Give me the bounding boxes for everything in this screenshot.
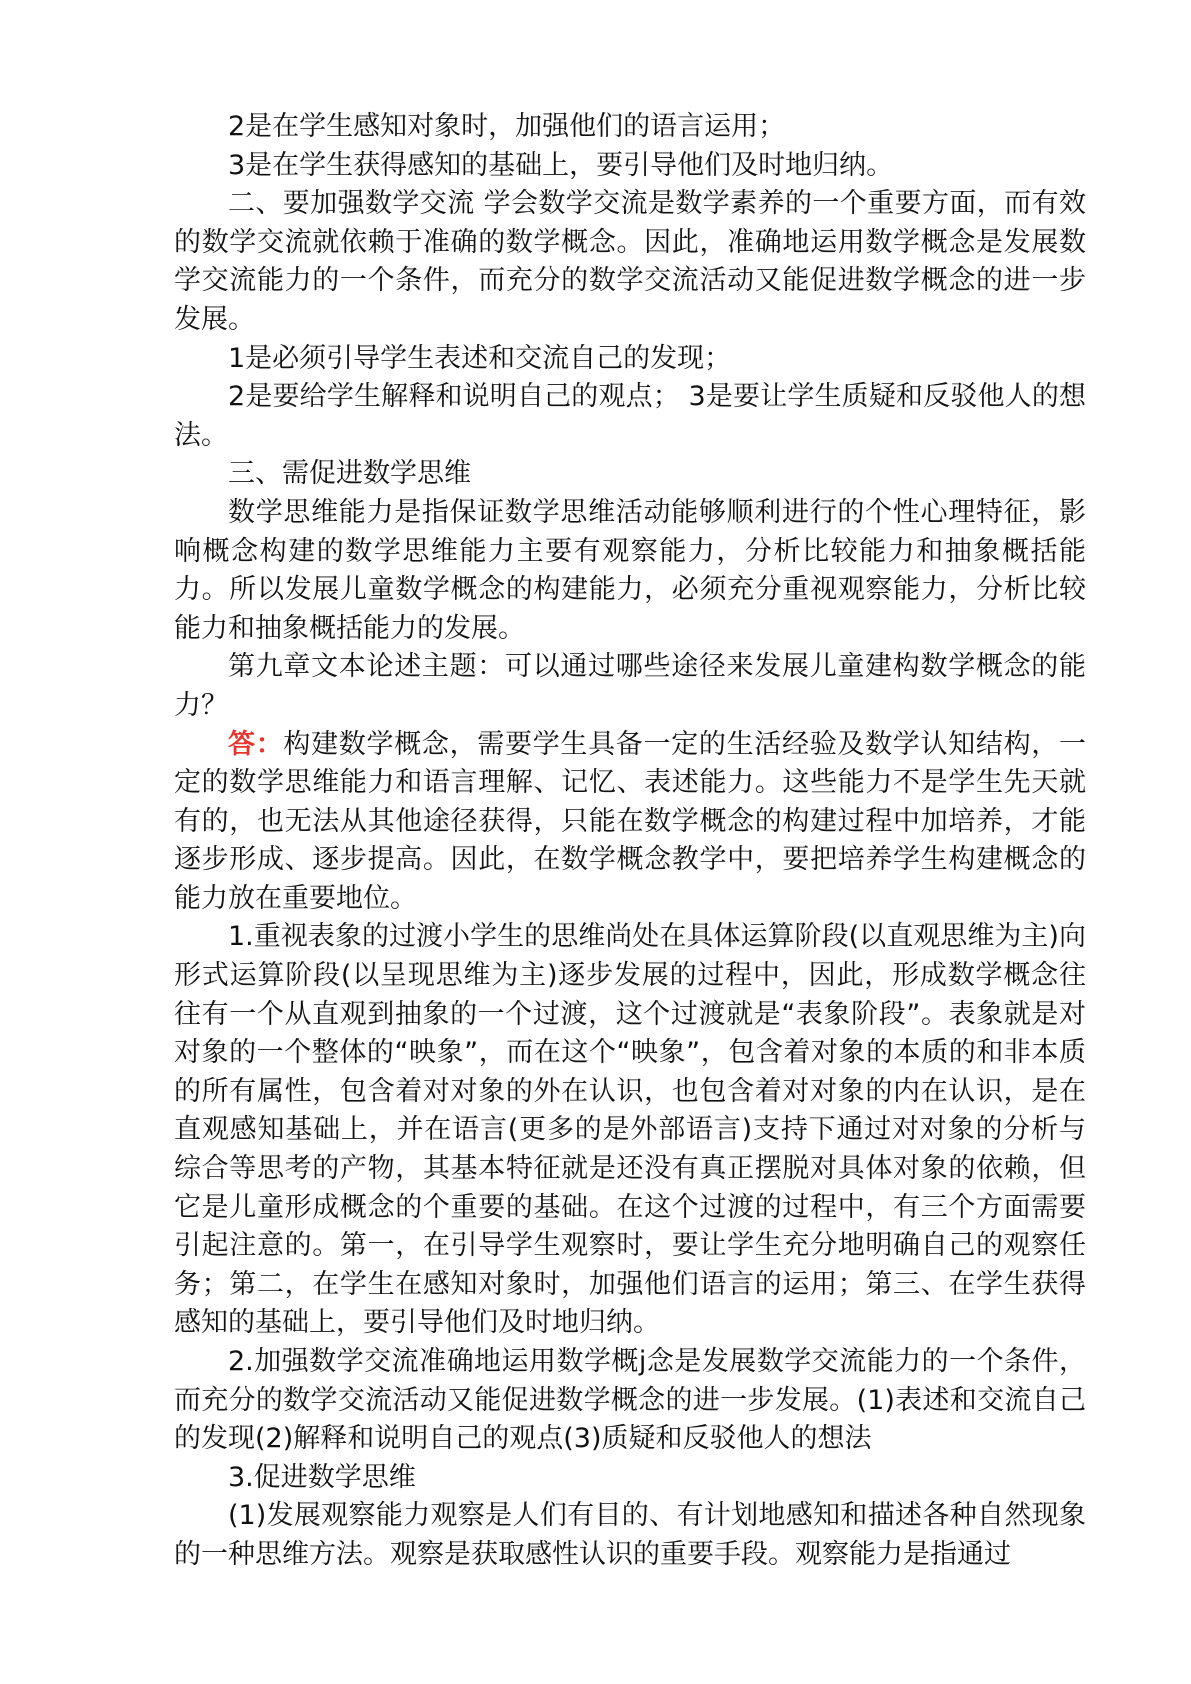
paragraph-explain-and-question: 2是要给学生解释和说明自己的观点； 3是要让学生质疑和反驳他人的想法。	[174, 381, 1086, 451]
answer-label: 答：	[228, 728, 284, 760]
paragraph-observation-ability: (1)发展观察能力观察是人们有目的、有计划地感知和描述各种自然现象的一种思维方法。观察是获取感性认识的重要手段。观察能力是指通过	[174, 1500, 1086, 1570]
paragraph-timely-summary: 3是在学生获得感知的基础上，要引导他们及时地归纳。	[228, 149, 894, 181]
answer-text: 构建数学概念，需要学生具备一定的生活经验及数学认知结构，一定的数学思维能力和语言理解、记忆、表述能力。这些能力不是学生先天就有的，也无法从其他途径获得，只能在数学概念的构建过程中加培养，才能逐步形成、逐步提高。因此，在数学概念教学中，要把培养学生构建概念的能力放在重要地位。	[174, 728, 1087, 914]
paragraph-strengthen-communication: 2.加强数学交流准确地运用数学概j念是发展数学交流能力的一个条件，而充分的数学交流活动又能促进数学概念的进一步发展。(1)表述和交流自己的发现(2)解释和说明自己的观点(3)质疑和反驳他人的想法	[174, 1346, 1086, 1455]
heading-promote-math-thinking: 三、需促进数学思维	[228, 458, 471, 490]
heading-promote-thinking: 3.促进数学思维	[228, 1461, 416, 1493]
paragraph-math-communication: 二、要加强数学交流 学会数学交流是数学素养的一个重要方面，而有效的数学交流就依赖于准确的数学概念。因此，准确地运用数学概念是发展数学交流能力的一个条件，而充分的数学交流活动又能促进数学概念的进一步发展。	[174, 188, 1086, 335]
paragraph-math-thinking-ability: 数学思维能力是指保证数学思维活动能够顺利进行的个性心理特征，影响概念构建的数学思维能力主要有观察能力，分析比较能力和抽象概括能力。所以发展儿童数学概念的构建能力，必须充分重视观察能力，分析比较能力和抽象概括能力的发展。	[174, 496, 1086, 644]
paragraph-express-discovery: 1是必须引导学生表述和交流自己的发现；	[228, 342, 732, 374]
question-chapter-nine: 第九章文本论述主题：可以通过哪些途径来发展儿童建构数学概念的能力？	[174, 651, 1086, 721]
document-page	[174, 108, 1086, 1575]
answer-paragraph	[174, 726, 1086, 919]
paragraph-language-use: 2是在学生感知对象时，加强他们的语言运用；	[228, 111, 786, 142]
paragraph-representation-transition: 1.重视表象的过渡小学生的思维尚处在具体运算阶段(以直观思维为主)向形式运算阶段(以呈现思维为主)逐步发展的过程中，因此，形成数学概念往往有一个从直观到抽象的一个过渡，这个过渡就是“表象阶段”。表象就是对对象的一个整体的“映象”，而在这个“映象”，包含着对象的本质的和非本质的所有属性，包含着对对象的外在认识，也包含着对对象的内在认识，是在直观感知基础上，并在语言(更多的是外部语言)支持下通过对对象的分析与综合等思考的产物，其基本特征就是还没有真正摆脱对具体对象的依赖，但它是儿童形成概念的个重要的基础。在这个过渡的过程中，有三个方面需要引起注意的。第一，在引导学生观察时，要让学生充分地明确自己的观察任务；第二，在学生在感知对象时，加强他们语言的运用；第三、在学生获得感知的基础上，要引导他们及时地归纳。	[174, 921, 1086, 1339]
